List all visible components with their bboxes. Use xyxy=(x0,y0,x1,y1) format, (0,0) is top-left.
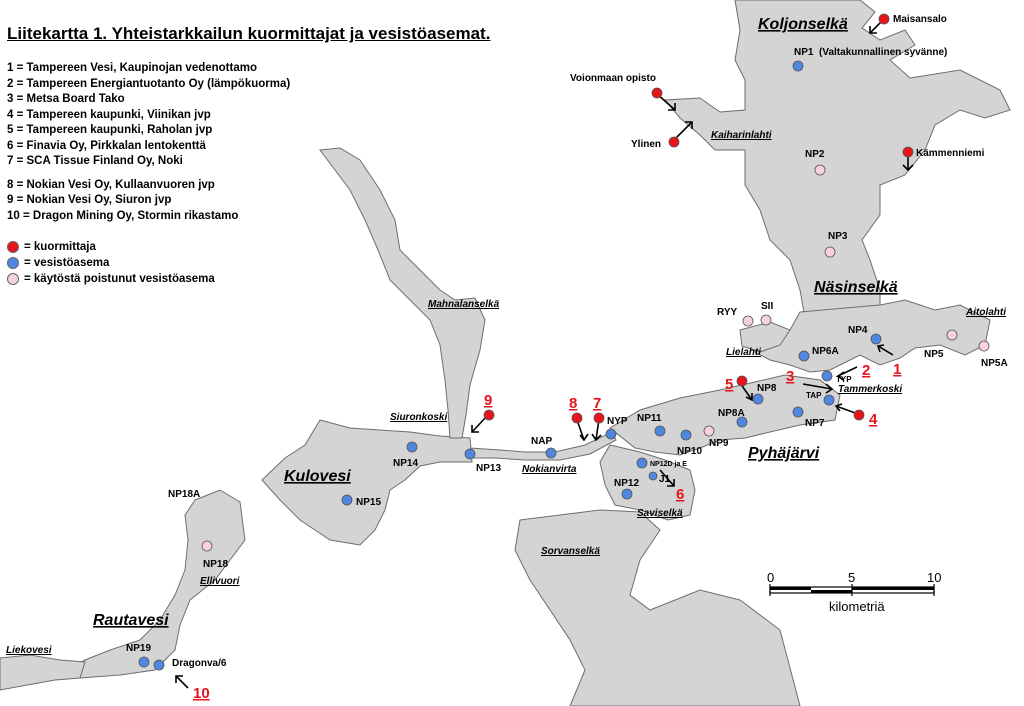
label-np18a: NP18A xyxy=(168,489,201,500)
station-np13 xyxy=(465,449,475,459)
label-np13: NP13 xyxy=(476,463,502,474)
station-tap xyxy=(824,395,834,405)
station-np12 xyxy=(622,489,632,499)
lake-lielahti: Lielahti xyxy=(726,347,762,358)
station-np4 xyxy=(871,334,881,344)
label-np7: NP7 xyxy=(805,418,825,429)
label-np18: NP18 xyxy=(203,559,229,570)
scale-unit: kilometriä xyxy=(829,599,885,614)
source-number-9: 9 xyxy=(484,392,493,409)
source-number-6: 6 xyxy=(676,486,685,503)
place-voionmaa: Voionmaan opisto xyxy=(570,73,656,84)
station-ryy xyxy=(743,316,753,326)
legend-source-2: 2 = Tampereen Energiantuotanto Oy (lämpökuorma) xyxy=(7,77,291,90)
legend-sources xyxy=(7,61,290,224)
station-np14 xyxy=(407,442,417,452)
polluter-5 xyxy=(737,376,747,386)
legend-source-6: 6 = Finavia Oy, Pirkkalan lentokenttä xyxy=(7,139,206,152)
station-np1 xyxy=(793,61,803,71)
station-np3 xyxy=(825,247,835,257)
polluter-voionmaa xyxy=(652,88,662,98)
legend-source-4: 4 = Tampereen kaupunki, Viinikan jvp xyxy=(7,108,211,121)
label-np9: NP9 xyxy=(709,438,729,449)
station-np7 xyxy=(793,407,803,417)
source-number-7: 7 xyxy=(593,395,602,412)
label-np19: NP19 xyxy=(126,643,152,654)
label-np4: NP4 xyxy=(848,325,868,336)
source-number-10: 10 xyxy=(193,685,210,702)
polluter-kammenniemi xyxy=(903,147,913,157)
label-typ: TYP xyxy=(836,375,852,384)
label-sii: SII xyxy=(761,301,774,312)
station-np19 xyxy=(139,657,149,667)
label-nyp: NYP xyxy=(607,416,628,427)
station-dragon xyxy=(154,660,164,670)
station-np2 xyxy=(815,165,825,175)
pink-dot-icon xyxy=(7,273,19,285)
source-number-3: 3 xyxy=(786,368,795,385)
label-j1: J1 xyxy=(659,474,671,485)
label-np2: NP2 xyxy=(805,149,825,160)
lake-kulovesi: Kulovesi xyxy=(284,468,351,485)
label-np5: NP5 xyxy=(924,349,944,360)
red-dot-icon xyxy=(7,241,19,253)
legend-source-10: 10 = Dragon Mining Oy, Stormin rikastamo xyxy=(7,209,239,222)
water-mahnalanselka xyxy=(320,148,485,438)
scale-bar xyxy=(767,570,941,614)
legend-source-7: 7 = SCA Tissue Finland Oy, Noki xyxy=(7,155,183,167)
station-np15 xyxy=(342,495,352,505)
water-liekovesi xyxy=(0,655,85,690)
station-np12de xyxy=(637,458,647,468)
station-np5 xyxy=(947,330,957,340)
station-typ xyxy=(822,371,832,381)
blue-dot-icon xyxy=(7,257,19,269)
label-nap: NAP xyxy=(531,436,553,447)
source-number-2: 2 xyxy=(862,362,871,379)
lake-ellivuori: Ellivuori xyxy=(200,576,240,587)
polluter-8 xyxy=(572,413,582,423)
label-np12de: NP12D ja E xyxy=(650,461,687,468)
station-np6a xyxy=(799,351,809,361)
place-dragon: Dragonva/6 xyxy=(172,658,227,669)
lake-aitolahti: Aitolahti xyxy=(966,307,1006,318)
source-number-8: 8 xyxy=(569,395,578,412)
scale-tick-5: 5 xyxy=(848,570,856,585)
legend-source-1: 1 = Tampereen Vesi, Kaupinojan vedenottamo xyxy=(7,62,257,74)
scale-tick-10: 10 xyxy=(927,570,942,585)
place-ylinen: Ylinen xyxy=(631,139,662,150)
lake-liekovesi: Liekovesi xyxy=(6,645,52,656)
label-np3: NP3 xyxy=(828,231,848,242)
label-np8: NP8 xyxy=(757,383,777,394)
polluter-maisansalo xyxy=(879,14,889,24)
lake-rautavesi: Rautavesi xyxy=(93,612,169,629)
legend-source-5: 5 = Tampereen kaupunki, Raholan jvp xyxy=(7,124,213,136)
lake-siuronkoski: Siuronkoski xyxy=(390,412,448,423)
label-np15: NP15 xyxy=(356,497,382,508)
polluter-ylinen xyxy=(669,137,679,147)
station-np18a xyxy=(217,487,227,497)
label-ryy: RYY xyxy=(717,307,738,318)
station-np18 xyxy=(202,541,212,551)
legend-symbol-station: = vesistöasema xyxy=(7,257,109,269)
label-np1: NP1 (Valtakunnallinen syvänne) xyxy=(794,47,948,58)
lake-sorvanselka: Sorvanselkä xyxy=(541,546,600,557)
map-title: Liitekartta 1. Yhteistarkkailun kuormittajat ja vesistöasemat. xyxy=(7,24,491,43)
station-nyp xyxy=(606,429,616,439)
station-j1 xyxy=(649,472,657,480)
label-np5a: NP5A xyxy=(981,358,1008,369)
station-np10 xyxy=(681,430,691,440)
label-np14: NP14 xyxy=(393,458,419,469)
polluter-7 xyxy=(594,413,604,423)
lake-nasinselka: Näsinselkä xyxy=(814,279,898,296)
lake-koljonselka: Koljonselkä xyxy=(758,16,848,33)
station-np8 xyxy=(753,394,763,404)
legend-source-3: 3 = Metsa Board Tako xyxy=(7,93,125,105)
label-np10: NP10 xyxy=(677,446,703,457)
legend-source-8: 8 = Nokian Vesi Oy, Kullaanvuoren jvp xyxy=(7,178,215,191)
lake-nokianvirta: Nokianvirta xyxy=(522,464,577,475)
label-np6a: NP6A xyxy=(812,346,839,357)
polluter-4 xyxy=(854,410,864,420)
station-sii xyxy=(761,315,771,325)
source-number-1: 1 xyxy=(893,361,902,378)
legend-source-9: 9 = Nokian Vesi Oy, Siuron jvp xyxy=(7,194,172,206)
place-kammenniemi: Kämmenniemi xyxy=(916,148,985,159)
lake-kaiharinlahti: Kaiharinlahti xyxy=(711,130,772,141)
water-sorvanselka xyxy=(515,510,800,706)
label-np12: NP12 xyxy=(614,478,640,489)
lake-saviselka: Saviselkä xyxy=(637,508,683,519)
label-np8a: NP8A xyxy=(718,408,745,419)
source-number-4: 4 xyxy=(869,411,878,428)
station-np11 xyxy=(655,426,665,436)
place-maisansalo: Maisansalo xyxy=(893,14,947,25)
legend-symbol-retired: = käytöstä poistunut vesistöasema xyxy=(7,273,215,285)
station-np5a xyxy=(979,341,989,351)
polluter-9 xyxy=(484,410,494,420)
lake-mahnalanselka: Mahnalanselkä xyxy=(428,299,500,310)
source-number-5: 5 xyxy=(725,376,734,393)
label-np11: NP11 xyxy=(637,413,662,424)
lake-tammerkoski: Tammerkoski xyxy=(838,384,903,395)
scale-tick-0: 0 xyxy=(767,570,775,585)
lake-pyhajarvi: Pyhäjärvi xyxy=(748,445,820,462)
label-tap: TAP xyxy=(806,391,822,400)
legend-symbol-polluter: = kuormittaja xyxy=(7,241,96,253)
station-nap xyxy=(546,448,556,458)
station-np9 xyxy=(704,426,714,436)
